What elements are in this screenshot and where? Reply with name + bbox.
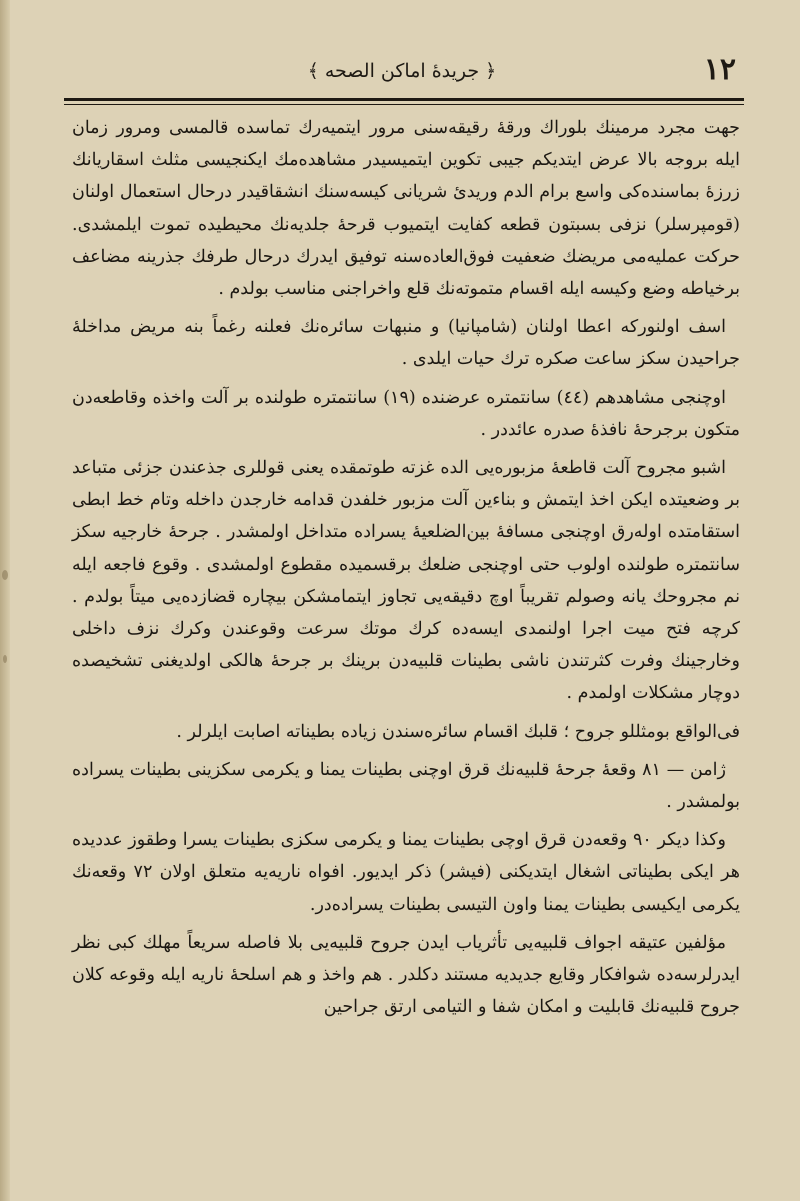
- page-number: ١٢: [703, 52, 736, 87]
- page-edge-shadow: [0, 0, 10, 1201]
- paragraph: جهت مجرد مرمينك بلوراك ورقهٔ رقيقه‌سنى مرور ايتميه‌رك تماسده قالمسى ومرور زمان ايله بروجه بالا عرض ايتديكم جيبى تكوين ايتميسيدر مشاهده‌مك ايكنجيسى مثلث اسقاريانك زرزهٔ بماسنده‌كى واسع برام الدم وريدئ شريانى كيسه‌سنك انشقاقيدر درحال استعمال اولنان (قومپرسلر) نزفى بسبتون قطعه كفايت ايتميوب قرحهٔ جلديه‌نك محيطيده تموت ايلمشدى. حركت عمليه‌مى مريضك ضعفيت فوق‌العاده‌سنه توفيق ايدرك درحال طرفك جذرينه مضاعف برخياطه وضع وكيسه ايله اقسام متموته‌نك قلع واخراجنى مناسب بولدم .: [72, 118, 740, 300]
- paragraph: فى‌الواقع بومثللو جروح ؛ قلبك اقسام سائره‌سندن زياده بطيناته اصابت ايلرلر .: [176, 721, 740, 742]
- paper-blemish: [3, 655, 7, 663]
- paragraph: اسف اولنوركه اعطا اولنان (شامپانيا) و منبهات سائره‌نك فعلنه رغماً بنه مريض مداخلهٔ جراحيدن سكز ساعت صكره ترك حيات ايلدى .: [72, 317, 740, 370]
- paragraph: اوچنجى مشاهدهم (٤٤) سانتمتره عرضنده (١٩) سانتمتره طولنده بر آلت واخذه وقاطعه‌دن متكون برجرحهٔ نافذهٔ صدره عائددر .: [72, 387, 740, 440]
- page-header: [62, 48, 742, 94]
- paper-blemish: [2, 570, 8, 580]
- paragraph: مؤلفين عتيقه اجواف قلبيه‌يى تأثرياب ايدن جروح قلبيه‌يى بلا فاصله سريعاً مهلك كبى نظر ايدرلرسه‌ده شوافكار وقايع جديديه مستند دكلدر . هم واخذ و هم اسلحهٔ ناريه ايله وقوعه كلان جروح قلبيه‌نك قابليت و امكان شفا و التيامى ارتق جراحين: [72, 932, 740, 1018]
- header-rule: [64, 98, 744, 101]
- paragraph: ژامن — ٨١ وقعهٔ جرحهٔ قلبيه‌نك قرق اوچنى بطينات يمنا و يكرمى سكزينى بطينات يسراده بولمشدر .: [72, 759, 740, 813]
- running-head: ﴿ جريدهٔ اماكن الصحه ﴾: [307, 60, 497, 82]
- header-rule-thin: [64, 104, 744, 105]
- paragraph: وكذا ديكر ٩٠ وقعه‌دن قرق اوچى بطينات يمنا و يكرمى سكزى بطينات يسرا وطقوز عدديده هر ايكى بطيناتى اشغال ايتديكنى (فيشر) ذكر ايديور. افواه ناريه‌يه متعلق اولان ٧٢ وقعه‌نك يكرمى ايكيسى بطينات يمنا واون التيسى بطينات يسراده‌در.: [72, 830, 741, 915]
- body-text: [72, 112, 740, 1029]
- paragraph: اشبو مجروح آلت قاطعهٔ مزبوره‌يى الده غزته طوتمقده يعنى قوللرى جذعندن جزئى متباعد بر وضعيتده ايكن اخذ ايتمش و بناءين آلت مزبور خلفدن قدامه خارجدن داخله وتام خط ابطى استقامتده اوله‌رق اوچنجى مسافهٔ بين‌الضلعيهٔ يسراده متداخل اولمشدر . جرحهٔ خارجيه سكز سانتمتره طولنده اولوب حتى اوچنجى ضلعك برقسميده مقطوع اولمشدى . وقوع فاجعه ايله نم مجروحك يانه وصولم تقريباً اوچ دقيقه‌يى تجاوز ايتمامشكن بيچاره قضازده‌يى ميتاً بولدم . كرچه فتح ميت اجرا اولنمدى ايسه‌ده كرك موتك سرعت وقوعندن وكرك نزف داخلى وخارجينك وفرت كثرتندن ناشى بطينات قلبيه‌دن برينك بر جرحهٔ هالكى اولديغنى تشخيصده دوچار مشكلات اولمدم .: [72, 458, 740, 704]
